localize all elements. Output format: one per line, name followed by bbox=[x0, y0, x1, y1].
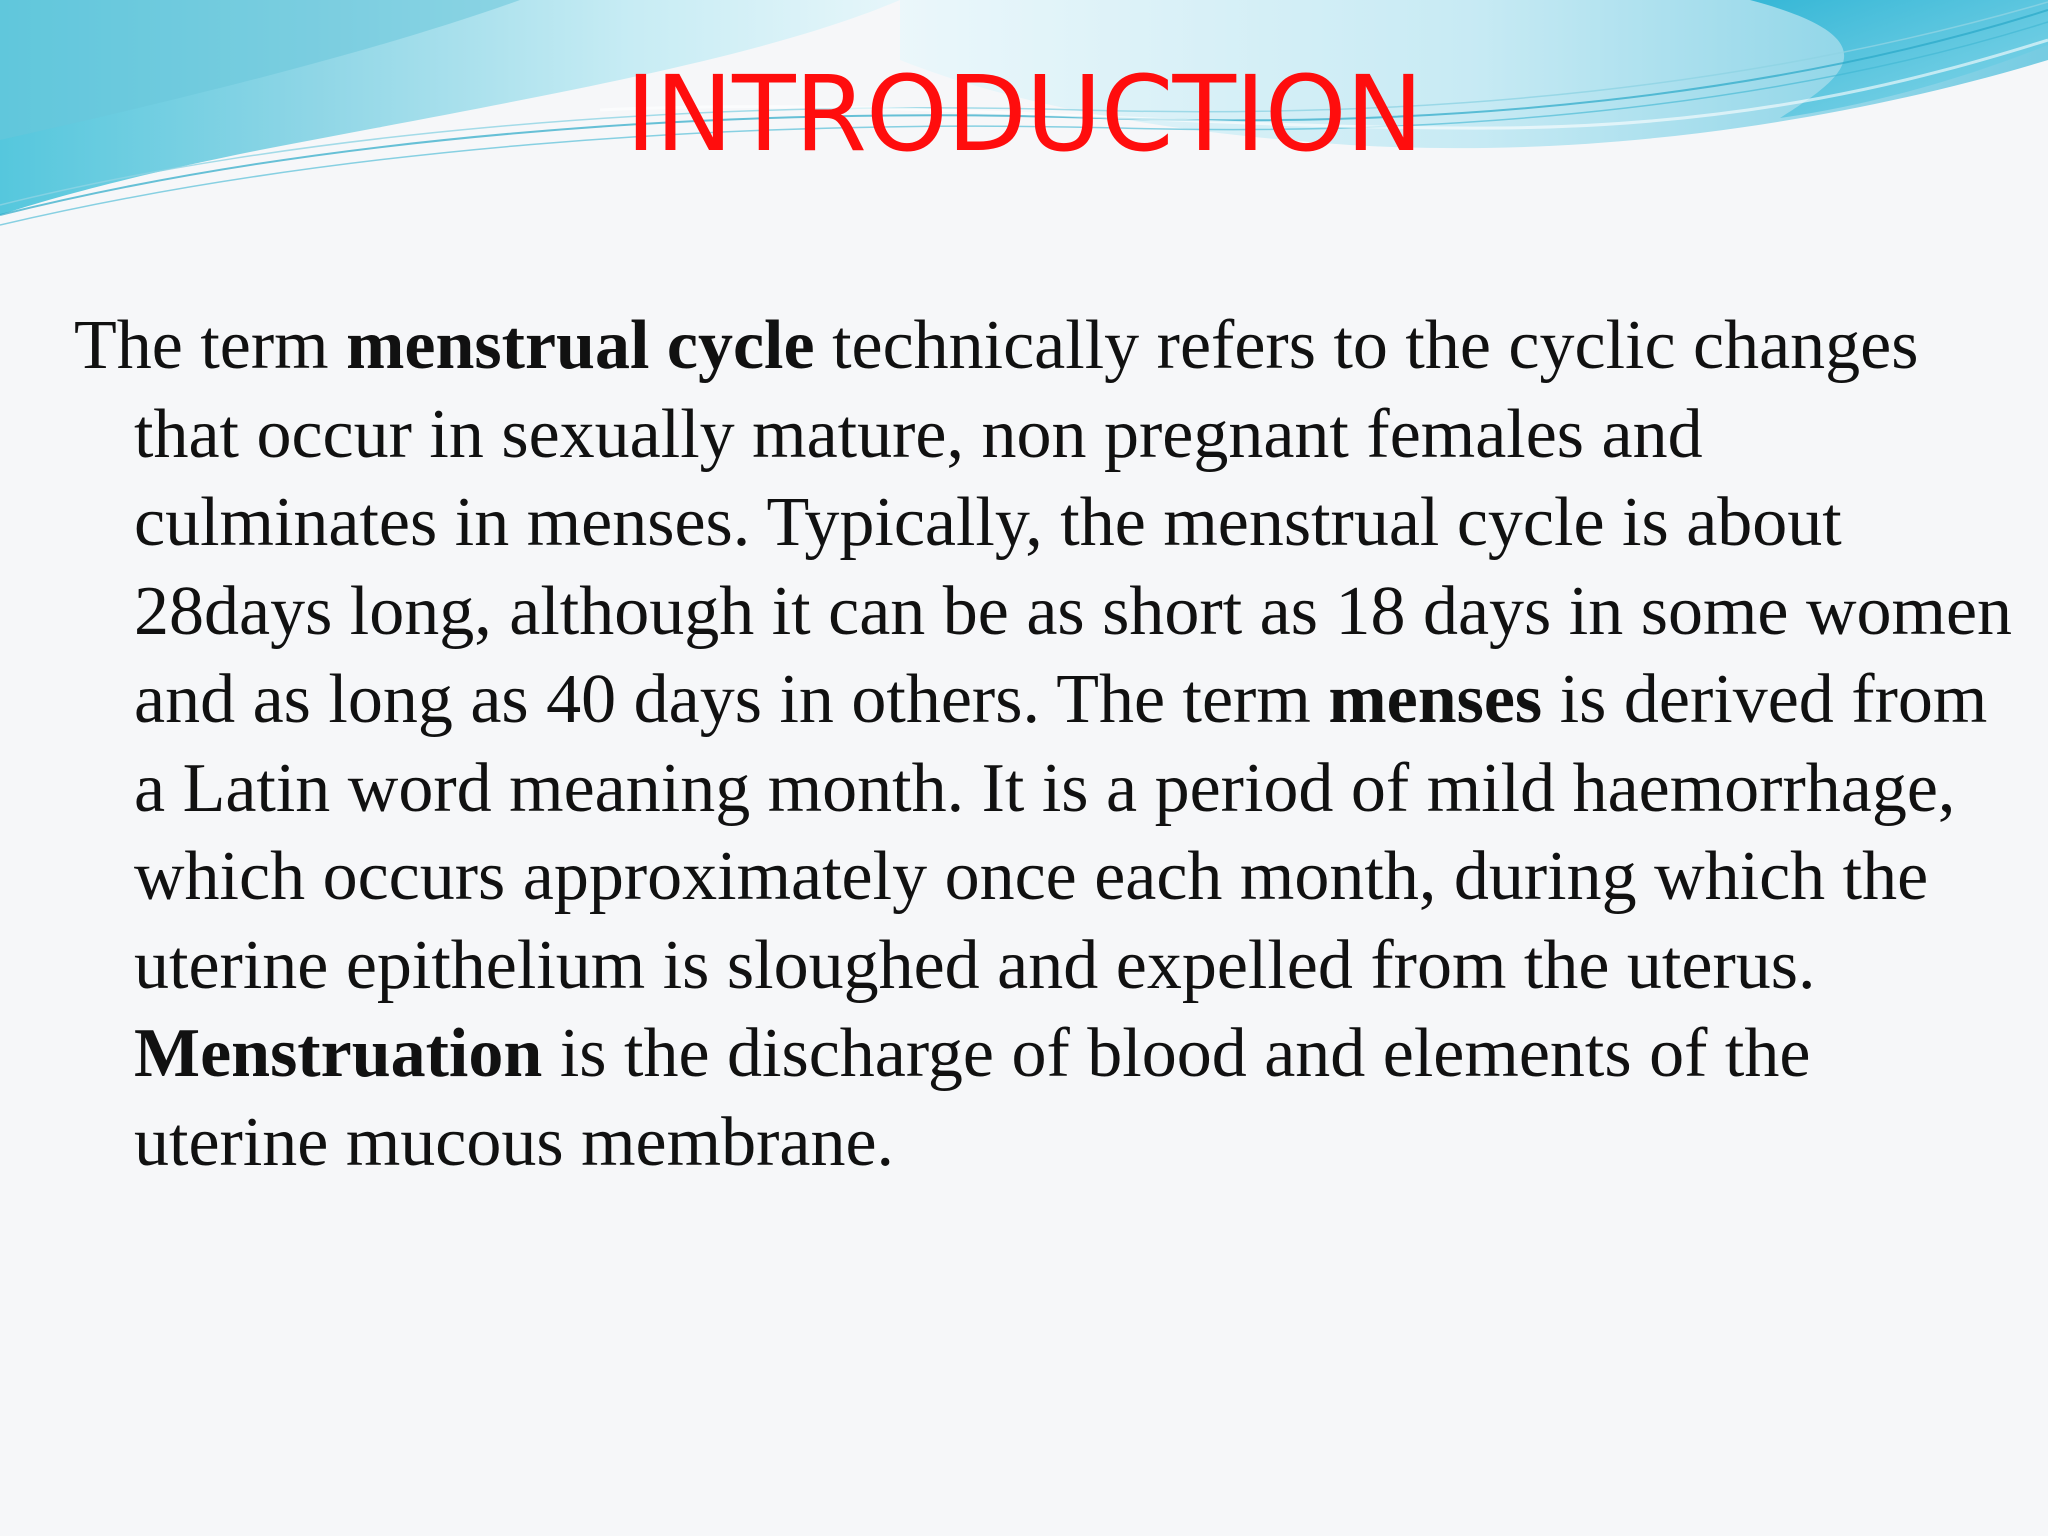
text-run: is derived from a Latin word meaning month. It is a period of mild haemorrhage, which occurs approximately once each month, during which the uterine epithelium is sloughed and expelled from the uterus. bbox=[134, 661, 1988, 1004]
text-run: The term bbox=[74, 307, 347, 384]
term-menstrual-cycle: menstrual cycle bbox=[346, 307, 815, 384]
slide-title: INTRODUCTION bbox=[625, 53, 1423, 175]
intro-paragraph bbox=[74, 302, 2014, 1187]
term-menstruation: Menstruation bbox=[134, 1015, 543, 1092]
text-run: is the discharge of blood and elements of the uterine mucous membrane. bbox=[134, 1015, 1811, 1181]
text-run: technically refers to the cyclic changes that occur in sexually mature, non pregnant females and culminates in menses. Typically, the menstrual cycle is about 28days long, although it can be as short as 18 days in some women and as long as 40 days in others. The term bbox=[134, 307, 2013, 738]
term-menses: menses bbox=[1328, 661, 1543, 738]
